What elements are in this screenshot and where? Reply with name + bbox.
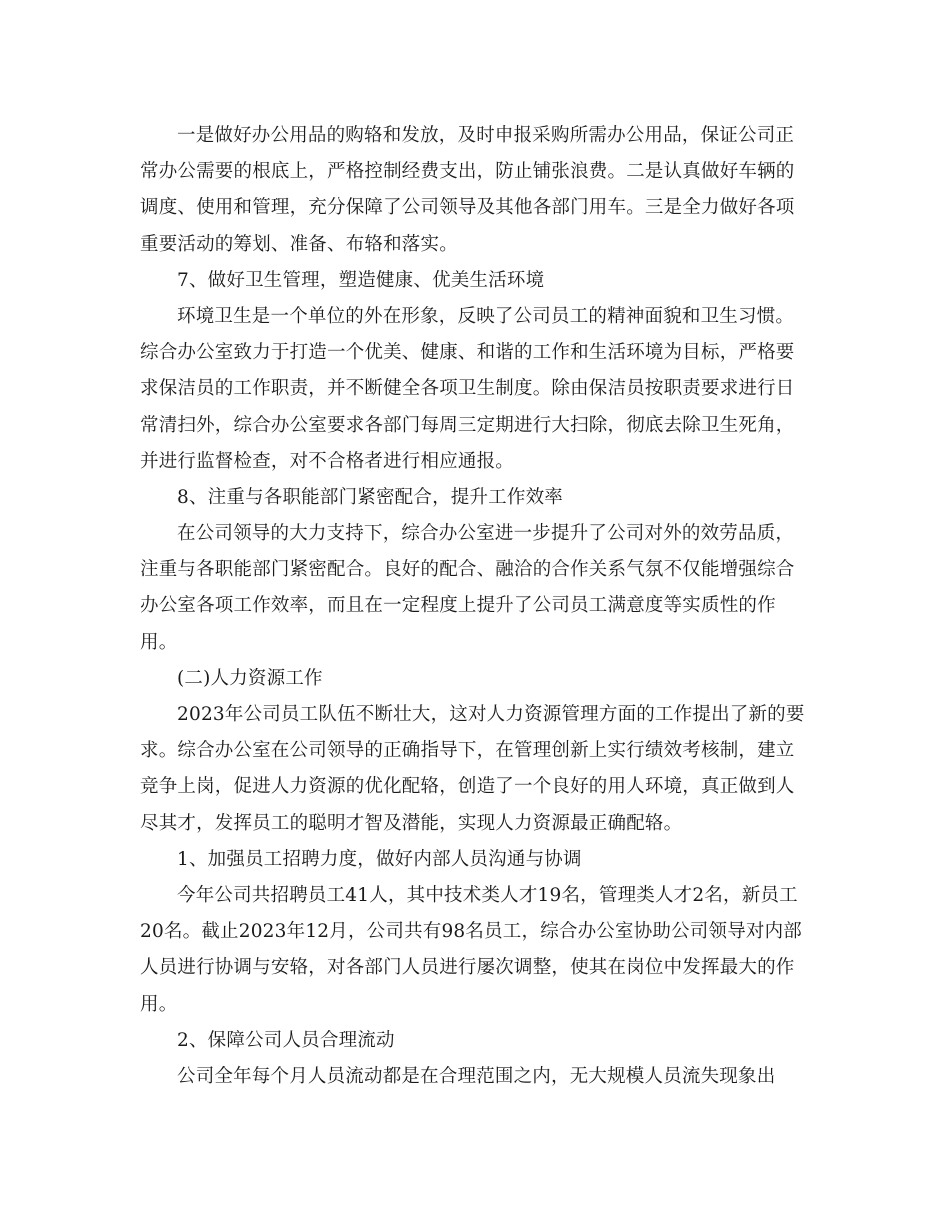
- paragraph: [140, 516, 805, 661]
- text-line: 用。: [140, 631, 178, 653]
- paragraph: [140, 878, 805, 1023]
- paragraph: [140, 118, 805, 263]
- text-line: 用。: [140, 993, 178, 1015]
- text-line: 重要活动的筹划、准备、布辂和落实。: [140, 233, 458, 255]
- text-line: 求保洁员的工作职责，并不断健全各项卫生制度。除由保洁员按职责要求进行日: [140, 378, 795, 400]
- text-line: 办公室各项工作效率，而且在一定程度上提升了公司员工满意度等实质性的作: [140, 595, 776, 617]
- heading-text: (二)人力资源工作: [177, 667, 323, 689]
- text-line: 求。综合办公室在公司领导的正确指导下，在管理创新上实行绩效考核制，建立: [140, 740, 795, 762]
- text-line: 一是做好办公用品的购辂和发放，及时申报采购所需办公用品，保证公司正: [177, 125, 795, 146]
- text-line: 2023年公司员工队伍不断壮大，这对人力资源管理方面的工作提出了新的要: [177, 704, 805, 725]
- text-line: 注重与各职能部门紧密配合。良好的配合、融洽的合作关系气氛不仅能增强综合: [140, 559, 795, 581]
- heading-text: 8、注重与各职能部门紧密配合，提升工作效率: [177, 486, 563, 508]
- text-line: 并进行监督检查，对不合格者进行相应通报。: [140, 450, 515, 472]
- section-heading: [140, 842, 805, 878]
- section-heading: [140, 263, 805, 299]
- heading-text: 2、保障公司人员合理流动: [177, 1029, 395, 1051]
- document-page: [140, 118, 805, 1095]
- section-heading: [140, 1023, 805, 1059]
- text-line: 公司全年每个月人员流动都是在合理范围之内，无大规模人员流失现象出: [177, 1065, 776, 1087]
- text-line: 在公司领导的大力支持下，综合办公室进一步提升了公司对外的效劳品质，: [177, 523, 795, 545]
- text-line: 调度、使用和管理，充分保障了公司领导及其他各部门用车。三是全力做好各项: [140, 197, 795, 219]
- text-line: 常办公需要的根底上，严格控制经费支出，防止铺张浪费。二是认真做好车辆的: [140, 161, 795, 183]
- paragraph: [140, 697, 805, 842]
- heading-text: 7、做好卫生管理，塑造健康、优美生活环境: [177, 269, 545, 291]
- text-line: 尽其才，发挥员工的聪明才智及潜能，实现人力资源最正确配辂。: [140, 812, 683, 834]
- text-line: 人员进行协调与安辂，对各部门人员进行屡次调整，使其在岗位中发挥最大的作: [140, 957, 795, 979]
- text-line: 竞争上岗，促进人力资源的优化配辂，创造了一个良好的用人环境，真正做到人: [140, 776, 795, 798]
- paragraph: [140, 1059, 805, 1095]
- text-line: 常清扫外，综合办公室要求各部门每周三定期进行大扫除，彻底去除卫生死角，: [140, 414, 795, 436]
- text-line: 环境卫生是一个单位的外在形象，反映了公司员工的精神面貌和卫生习惯。: [177, 305, 795, 327]
- heading-text: 1、加强员工招聘力度，做好内部人员沟通与协调: [177, 848, 582, 870]
- section-heading: [140, 480, 805, 516]
- section-heading: [140, 661, 805, 697]
- text-line: 今年公司共招聘员工41人，其中技术类人才19名，管理类人才2名，新员工: [177, 884, 798, 906]
- text-line: 综合办公室致力于打造一个优美、健康、和谐的工作和生活环境为目标，严格要: [140, 342, 795, 364]
- text-line: 20名。截止2023年12月，公司共有98名员工，综合办公室协助公司领导对内部: [140, 921, 803, 943]
- paragraph: [140, 299, 805, 480]
